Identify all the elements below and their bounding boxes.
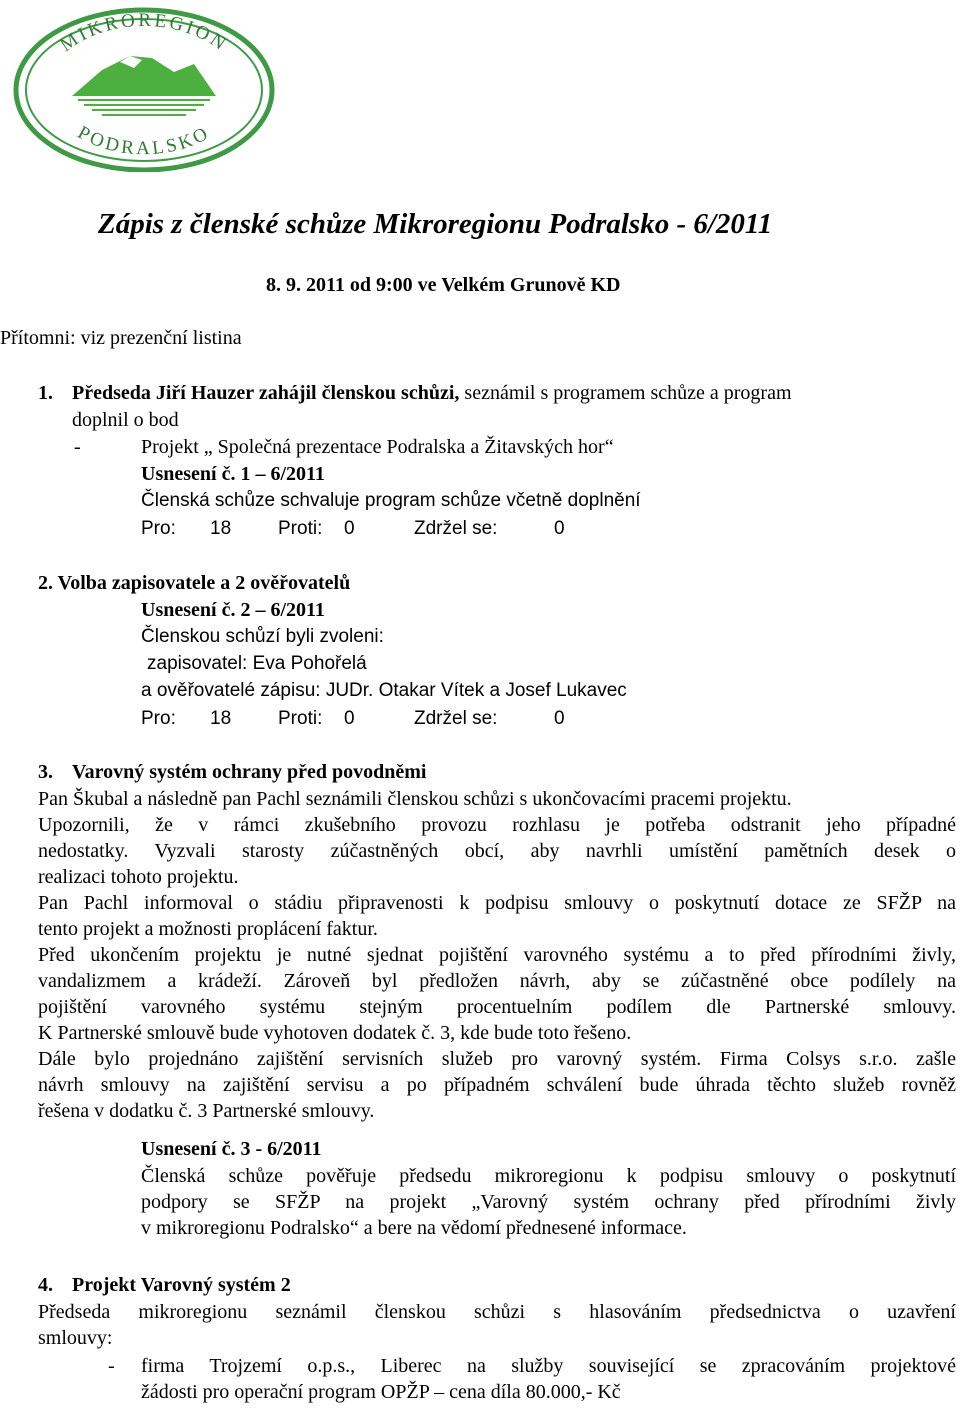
section-3-number: 3. <box>38 761 53 783</box>
section-4-body <box>38 1299 956 1351</box>
resolution-3-text <box>141 1163 956 1241</box>
resolution-1-title: Usnesení č. 1 – 6/2011 <box>141 463 325 485</box>
vote-pro-label: Pro: <box>141 708 176 729</box>
paragraph-line: nedostatky. Vyzvali starosty zúčastněných obcí, aby navrhli umístění pamětních desek o <box>38 840 956 862</box>
paragraph-line: Předseda mikroregionu seznámil členskou schůzi s hlasováním předsednictva o uzavření <box>38 1301 956 1323</box>
vote-proti-label: Proti: <box>278 518 323 539</box>
logo-top-text: MIKROREGION <box>56 9 232 57</box>
resolution-line: Členská schůze pověřuje předsedu mikroregionu k podpisu smlouvy o poskytnutí <box>141 1165 956 1187</box>
vote-zdrzel-label: Zdržel se: <box>414 708 498 729</box>
paragraph-line: smlouvy: <box>38 1327 113 1349</box>
section-1-number: 1. <box>38 382 53 404</box>
vote-proti-value: 0 <box>344 708 355 729</box>
resolution-2-line-2: zapisovatel: Eva Pohořelá <box>147 653 367 674</box>
resolution-line: v mikroregionu Podralsko“ a bere na vědomí přednesené informace. <box>141 1217 687 1239</box>
section-1-line-2: doplnil o bod <box>72 409 179 431</box>
section-1-dash: - <box>74 436 81 458</box>
section-4-heading: Projekt Varovný systém 2 <box>72 1274 291 1296</box>
paragraph-line: Pan Pachl informoval o stádiu připravenosti k podpisu smlouvy o poskytnutí dotace ze SFŽP na <box>38 892 956 914</box>
mikroregion-podralsko-logo <box>2 0 284 172</box>
logo-bottom-text: PODRALSKO <box>74 122 214 160</box>
section-3-heading: Varovný systém ochrany před povodněmi <box>72 761 427 783</box>
paragraph-line: Dále bylo projednáno zajištění servisních služeb pro varovný systém. Firma Colsys s.r.o. zašle <box>38 1048 956 1070</box>
resolution-1-vote <box>141 516 176 542</box>
vote-pro-value: 18 <box>210 708 232 729</box>
section-4-number: 4. <box>38 1274 53 1296</box>
section-2-heading: 2. Volba zapisovatele a 2 ověřovatelů <box>38 572 351 594</box>
paragraph-line: Pan Škubal a následně pan Pachl seznámili členskou schůzi s ukončovacími pracemi projektu. <box>38 788 792 810</box>
paragraph-line: Upozornili, že v rámci zkušebního provozu rozhlasu je potřeba odstranit jeho případné <box>38 814 956 836</box>
paragraph-line: návrh smlouvy na zajištění servisu a po případném schválení bude úhrada těchto služeb rovněž <box>38 1074 956 1096</box>
vote-zdrzel-value: 0 <box>554 518 565 539</box>
vote-zdrzel-value: 0 <box>554 708 565 729</box>
vote-pro-label: Pro: <box>141 518 176 539</box>
section-3-body <box>38 786 956 1124</box>
attendance-note: Přítomni: viz prezenční listina <box>0 327 242 349</box>
vote-pro-value: 18 <box>210 518 232 539</box>
section-4-bullet <box>141 1353 956 1405</box>
resolution-3-title: Usnesení č. 3 - 6/2011 <box>141 1138 322 1160</box>
section-1-rest: seznámil s programem schůze a program <box>459 382 792 404</box>
resolution-2-line-3: a ověřovatelé zápisu: JUDr. Otakar Vítek a Josef Lukavec <box>141 680 627 701</box>
paragraph-line: realizaci tohoto projektu. <box>38 866 239 888</box>
vote-proti-label: Proti: <box>278 708 323 729</box>
paragraph-line: K Partnerské smlouvě bude vyhotoven dodatek č. 3, kde bude toto řešeno. <box>38 1022 632 1044</box>
section-1-lead: Předseda Jiří Hauzer zahájil členskou schůzi, <box>72 382 460 404</box>
bullet-line: žádosti pro operační program OPŽP – cena díla 80.000,- Kč <box>141 1381 621 1403</box>
document-title: Zápis z členské schůze Mikroregionu Podralsko - 6/2011 <box>98 208 773 240</box>
paragraph-line: řešena v dodatku č. 3 Partnerské smlouvy. <box>38 1100 375 1122</box>
date-line: 8. 9. 2011 od 9:00 ve Velkém Grunově KD <box>266 274 621 296</box>
section-4-dash: - <box>108 1355 115 1377</box>
paragraph-line: vandalizmem a krádeží. Zároveň byl předložen návrh, aby se zúčastněné obce podílely na <box>38 970 956 992</box>
resolution-1-text: Členská schůze schvaluje program schůze včetně doplnění <box>141 490 641 511</box>
resolution-2-line-1: Členskou schůzí byli zvoleni: <box>141 626 384 647</box>
resolution-2-title: Usnesení č. 2 – 6/2011 <box>141 599 325 621</box>
section-1-bullet: Projekt „ Společná prezentace Podralska a Žitavských hor“ <box>141 436 614 458</box>
paragraph-line: tento projekt a možnosti proplácení faktur. <box>38 918 378 940</box>
paragraph-line: pojištění varovného systému stejným procentuelním podílem dle Partnerské smlouvy. <box>38 996 956 1018</box>
section-1-line-1 <box>72 380 792 406</box>
paragraph-line: Před ukončením projektu je nutné sjednat pojištění varovného systému a to před přírodními živly, <box>38 944 956 966</box>
bullet-line: firma Trojzemí o.p.s., Liberec na služby související se zpracováním projektové <box>141 1355 956 1377</box>
vote-zdrzel-label: Zdržel se: <box>414 518 498 539</box>
vote-proti-value: 0 <box>344 518 355 539</box>
resolution-line: podpory se SFŽP na projekt „Varovný systém ochrany před přírodními živly <box>141 1191 956 1213</box>
